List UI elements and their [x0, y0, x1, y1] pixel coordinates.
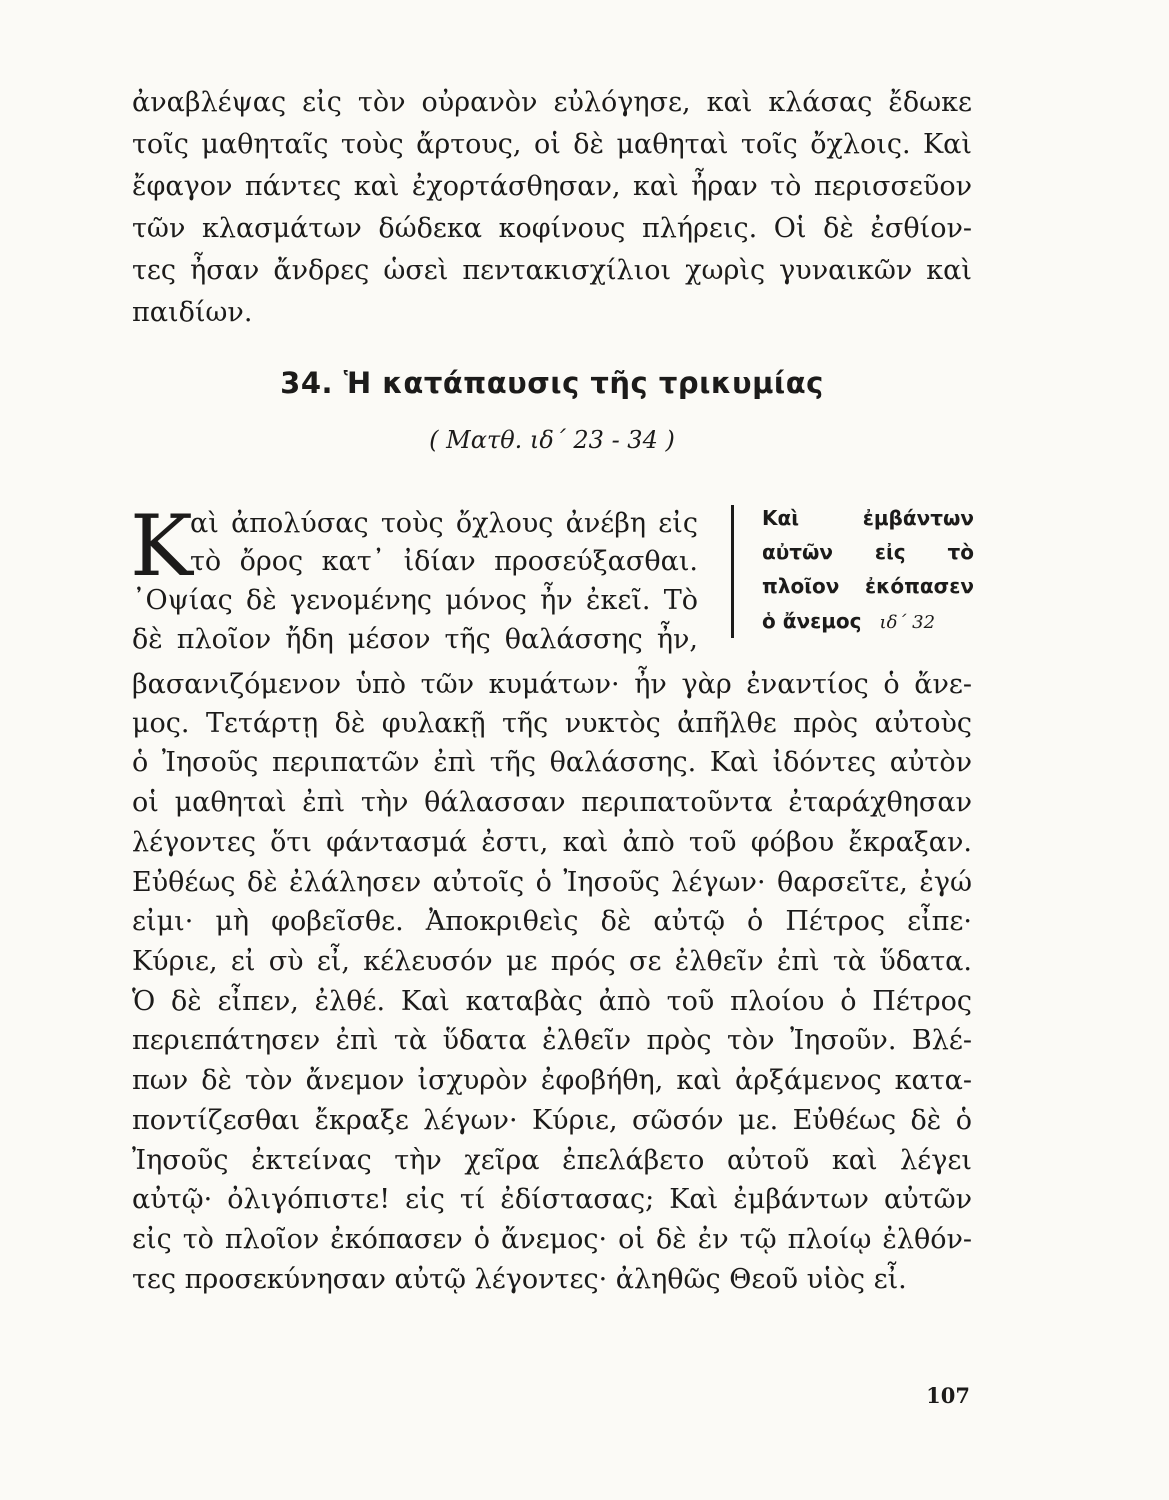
sidenote-line: αὐτῶν εἰς τὸ [762, 540, 974, 564]
sidenote-line: Καὶ ἐμβάντων [762, 506, 974, 530]
text-line: αὐτῷ· ὀλιγόπιστε! εἰς τί ἐδίστασας; Καὶ ἐμβάντων αὐτῶν [132, 1184, 972, 1215]
text-line: οἱ μαθηταὶ ἐπὶ τὴν θάλασσαν περιπατοῦντα ἐταράχθησαν [132, 787, 972, 818]
text-line: μος. Τετάρτῃ δὲ φυλακῇ τῆς νυκτὸς ἀπῆλθε πρὸς αὐτοὺς [132, 708, 972, 739]
text-line: ἀναβλέψας εἰς τὸν οὐρανὸν εὐλόγησε, καὶ κλάσας ἔδωκε [132, 87, 972, 118]
sidenote-line: πλοῖον ἐκόπασεν [762, 574, 974, 598]
sidenote-reference: ιδ΄ 32 [879, 612, 936, 633]
section-reference: ( Ματθ. ιδ΄ 23 - 34 ) [429, 426, 675, 454]
text-line: τὸ ὄρος κατ᾽ ἰδίαν προσεύξασθαι. [190, 546, 698, 577]
text-line: Ὁ δὲ εἶπεν, ἐλθέ. Καὶ καταβὰς ἀπὸ τοῦ πλοίου ὁ Πέτρος [132, 986, 972, 1017]
text-line: παιδίων. [132, 297, 253, 328]
text-line: τοῖς μαθηταῖς τοὺς ἄρτους, οἱ δὲ μαθηταὶ τοῖς ὄχλοις. Καὶ [132, 129, 972, 160]
sidenote-line: ὁ ἄνεμος [762, 609, 862, 633]
text-line: Ἰησοῦς ἐκτείνας τὴν χεῖρα ἐπελάβετο αὐτοῦ καὶ λέγει [132, 1145, 972, 1176]
text-line: εἰς τὸ πλοῖον ἐκόπασεν ὁ ἄνεμος· οἱ δὲ ἐν τῷ πλοίῳ ἐλθόν- [132, 1224, 972, 1255]
text-line: περιεπάτησεν ἐπὶ τὰ ὕδατα ἐλθεῖν πρὸς τὸν Ἰησοῦν. Βλέ- [132, 1025, 972, 1056]
sidenote-last-line [762, 604, 974, 638]
text-line: Κύριε, εἰ σὺ εἶ, κέλευσόν με πρός σε ἐλθεῖν ἐπὶ τὰ ὕδατα. [132, 946, 972, 977]
text-line: τες ἦσαν ἄνδρες ὡσεὶ πεντακισχίλιοι χωρὶς γυναικῶν καὶ [132, 255, 972, 286]
section-heading: 34. Ἡ κατάπαυσις τῆς τρικυμίας [280, 366, 824, 400]
sidenote-rule [731, 505, 734, 638]
text-line: εἰμι· μὴ φοβεῖσθε. Ἀποκριθεὶς δὲ αὐτῷ ὁ Πέτρος εἶπε· [132, 906, 972, 937]
drop-cap: K [130, 497, 193, 595]
text-line: τες προσεκύνησαν αὐτῷ λέγοντες· ἀληθῶς Θεοῦ υἱὸς εἶ. [132, 1264, 907, 1295]
text-line: λέγοντες ὅτι φάντασμά ἐστι, καὶ ἀπὸ τοῦ φόβου ἔκραξαν. [132, 827, 972, 858]
text-line: τῶν κλασμάτων δώδεκα κοφίνους πλήρεις. Οἱ δὲ ἐσθίον- [132, 213, 972, 244]
text-line: πων δὲ τὸν ἄνεμον ἰσχυρὸν ἐφοβήθη, καὶ ἀρξάμενος κατα- [132, 1065, 972, 1096]
text-line: αὶ ἀπολύσας τοὺς ὄχλους ἀνέβη εἰς [190, 508, 698, 539]
text-line: ᾽Οψίας δὲ γενομένης μόνος ἦν ἐκεῖ. Τὸ [132, 585, 698, 616]
text-line: βασανιζόμενον ὑπὸ τῶν κυμάτων· ἦν γὰρ ἐναντίος ὁ ἄνε- [132, 669, 972, 700]
text-line: Εὐθέως δὲ ἐλάλησεν αὐτοῖς ὁ Ἰησοῦς λέγων· θαρσεῖτε, ἐγώ [132, 867, 972, 898]
text-line: ἔφαγον πάντες καὶ ἐχορτάσθησαν, καὶ ἦραν τὸ περισσεῦον [132, 171, 972, 202]
page-number: 107 [926, 1383, 970, 1408]
text-line: ὁ Ἰησοῦς περιπατῶν ἐπὶ τῆς θαλάσσης. Καὶ ἰδόντες αὐτὸν [132, 747, 972, 778]
text-line: δὲ πλοῖον ἤδη μέσον τῆς θαλάσσης ἦν, [132, 624, 698, 655]
text-line: ποντίζεσθαι ἔκραξε λέγων· Κύριε, σῶσόν με. Εὐθέως δὲ ὁ [132, 1105, 972, 1136]
